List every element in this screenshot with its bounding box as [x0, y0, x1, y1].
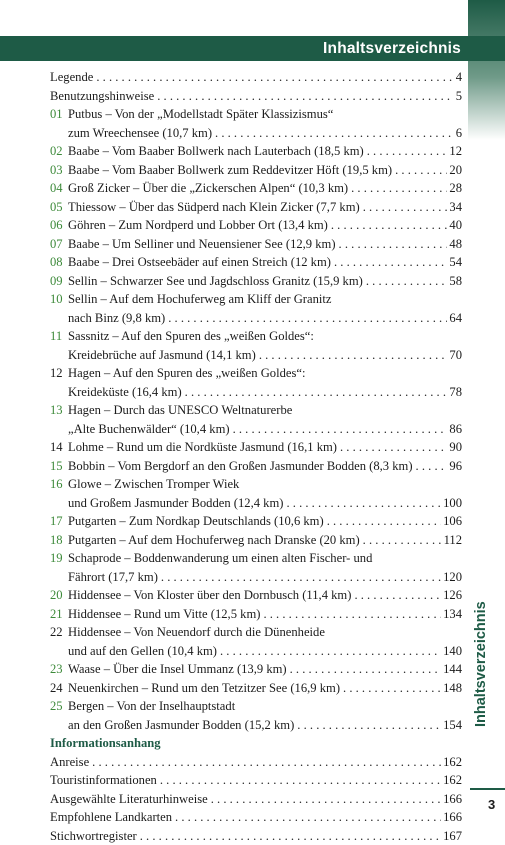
- toc-entry-text[interactable]: [68, 586, 462, 605]
- toc-page-number: 112: [442, 531, 462, 550]
- toc-page-number: 58: [447, 272, 462, 291]
- toc-entry-text[interactable]: [68, 346, 462, 365]
- toc-entry-title: Groß Zicker – Über die „Zickerschen Alpen“ (10,3 km): [68, 179, 351, 198]
- toc-line: [50, 346, 462, 365]
- tour-number: 02: [50, 144, 63, 158]
- toc-entry-text[interactable]: [68, 124, 462, 143]
- tour-number: 15: [50, 458, 63, 473]
- dot-leader: [215, 124, 454, 143]
- toc-entry-text: [68, 327, 462, 346]
- tour-number: 09: [50, 273, 63, 288]
- appendix-line: [50, 827, 462, 845]
- dot-leader: [343, 679, 441, 698]
- toc-page-number: 34: [447, 198, 462, 217]
- appendix-page-number: 166: [441, 808, 462, 827]
- toc-page-number: 100: [441, 494, 462, 513]
- toc-page-number: 120: [441, 568, 462, 587]
- tour-number: 22: [50, 625, 63, 639]
- toc-entry-title: Lohme – Rund um die Nordküste Jasmund (16,1 km): [68, 438, 340, 457]
- toc-entry-text[interactable]: [68, 716, 462, 735]
- side-divider: [470, 788, 505, 790]
- toc-line: [50, 309, 462, 328]
- toc-line: [50, 549, 462, 568]
- toc-line: [50, 531, 462, 550]
- toc-line: [50, 142, 462, 161]
- toc-page-number: 40: [447, 216, 462, 235]
- toc-page-number: 126: [441, 586, 462, 605]
- dot-leader: [185, 383, 448, 402]
- toc-entry-title: Baabe – Um Selliner und Neuensiener See (12,9 km): [68, 235, 339, 254]
- tour-number: 21: [50, 606, 63, 621]
- toc-entry-text[interactable]: [68, 142, 462, 161]
- page-title: Inhaltsverzeichnis: [323, 40, 461, 57]
- toc-line: [50, 87, 462, 106]
- appendix-heading: Informationsanhang: [50, 736, 161, 750]
- toc-page-number: 28: [447, 179, 462, 198]
- dot-leader: [286, 494, 441, 513]
- toc-entry-title: Baabe – Vom Baaber Bollwerk nach Lauterbach (18,5 km): [68, 142, 367, 161]
- dot-leader: [363, 531, 442, 550]
- tour-number: 19: [50, 551, 63, 565]
- toc-page-number: 148: [441, 679, 462, 698]
- dot-leader: [416, 457, 448, 476]
- toc-line: [50, 161, 462, 180]
- toc-entry-text[interactable]: [50, 87, 462, 106]
- tour-number: 24: [50, 680, 63, 695]
- tour-number: 14: [50, 440, 63, 454]
- toc-entry-text: [68, 401, 462, 420]
- toc-entry-text: [68, 623, 462, 642]
- toc-entry-text[interactable]: [68, 531, 462, 550]
- appendix-page-number: 162: [441, 753, 462, 772]
- toc-page-number: 144: [441, 660, 462, 679]
- toc-entry-title: Göhren – Zum Nordperd und Lobber Ort (13,4 km): [68, 216, 331, 235]
- toc-entry-title: und auf den Gellen (10,4 km): [68, 642, 220, 661]
- toc-page-number: 5: [454, 87, 462, 106]
- dot-leader: [340, 438, 447, 457]
- toc-entry-text[interactable]: [68, 272, 462, 291]
- toc-page-number: 154: [441, 716, 462, 735]
- appendix-line: [50, 771, 462, 790]
- toc-line: [50, 494, 462, 513]
- toc-entry-text[interactable]: [68, 642, 462, 661]
- toc-entry-text[interactable]: [68, 512, 462, 531]
- toc-entry-title: Glowe – Zwischen Tromper Wiek: [68, 477, 240, 491]
- toc-entry-text[interactable]: [68, 253, 462, 272]
- dot-leader: [339, 235, 448, 254]
- toc-line: [50, 253, 462, 272]
- toc-line: [50, 679, 462, 698]
- dot-leader: [331, 216, 448, 235]
- tour-number: 20: [50, 588, 63, 602]
- toc-line: [50, 105, 462, 124]
- tour-number: 17: [50, 514, 63, 528]
- toc-entry-title: Fährort (17,7 km): [68, 568, 161, 587]
- toc-line: [50, 475, 462, 494]
- toc-entry-text[interactable]: [68, 679, 462, 698]
- appendix-entry[interactable]: [50, 790, 462, 809]
- tour-number: 18: [50, 532, 63, 547]
- toc-line: [50, 568, 462, 587]
- toc-entry-title: Sellin – Schwarzer See und Jagdschloss Granitz (15,9 km): [68, 272, 366, 291]
- toc-entry-title: Schaprode – Boddenwanderung um einen alten Fischer- und: [68, 551, 373, 565]
- dot-leader: [168, 309, 447, 328]
- toc-page-number: 78: [447, 383, 462, 402]
- toc-entry-title: „Alte Buchenwälder“ (10,4 km): [68, 420, 233, 439]
- appendix-entry-title: Ausgewählte Literaturhinweise: [50, 790, 211, 809]
- toc-line: [50, 642, 462, 661]
- toc-page-number: 48: [447, 235, 462, 254]
- toc-page-number: 4: [454, 68, 462, 87]
- toc-entry-text[interactable]: [68, 179, 462, 198]
- toc-entry-text[interactable]: [68, 420, 462, 439]
- toc-page-number: 90: [447, 438, 462, 457]
- dot-leader: [220, 642, 441, 661]
- toc-line: [50, 623, 462, 642]
- toc-line: [50, 327, 462, 346]
- toc-line: [50, 124, 462, 143]
- dot-leader: [157, 87, 453, 106]
- toc-entry-title: Hagen – Auf den Spuren des „weißen Goldes“:: [68, 366, 306, 380]
- appendix-entry[interactable]: [50, 771, 462, 790]
- toc-entry-title: Waase – Über die Insel Ummanz (13,9 km): [68, 660, 290, 679]
- toc-line: [50, 235, 462, 254]
- toc-entry-title: Hiddensee – Rund um Vitte (12,5 km): [68, 605, 263, 624]
- toc-page-number: 86: [447, 420, 462, 439]
- toc-page-number: 96: [447, 457, 462, 476]
- toc-line: [50, 605, 462, 624]
- toc-entry-title: Putgarten – Auf dem Hochuferweg nach Dranske (20 km): [68, 531, 363, 550]
- toc-line: [50, 272, 462, 291]
- toc-entry-title: an den Großen Jasmunder Bodden (15,2 km): [68, 716, 297, 735]
- appendix-line: [50, 790, 462, 809]
- dot-leader: [327, 512, 441, 531]
- toc-entry-text[interactable]: [68, 605, 462, 624]
- toc-line: [50, 457, 462, 476]
- tour-number: 10: [50, 292, 63, 306]
- dot-leader: [140, 827, 441, 845]
- toc-entry-text[interactable]: [68, 568, 462, 587]
- toc-entry-text: [68, 290, 462, 309]
- tour-number: 03: [50, 162, 63, 177]
- tour-number: 23: [50, 662, 63, 676]
- toc-page-number: 20: [447, 161, 462, 180]
- tour-number: 25: [50, 699, 63, 713]
- toc-line: [50, 364, 462, 383]
- appendix-entry-title: Empfohlene Landkarten: [50, 808, 175, 827]
- page-number: 3: [488, 797, 496, 812]
- toc-entry-title: Neuenkirchen – Rund um den Tetzitzer See (16,9 km): [68, 679, 343, 698]
- toc-page-number: 64: [447, 309, 462, 328]
- toc-entry-text: [68, 105, 462, 124]
- toc-entry-title: Hiddensee – Von Kloster über den Dornbusch (11,4 km): [68, 586, 354, 605]
- toc-line: [50, 290, 462, 309]
- toc-page-number: 140: [441, 642, 462, 661]
- toc-entry-title: Baabe – Vom Baaber Bollwerk zum Reddevitzer Höft (19,5 km): [68, 161, 395, 180]
- toc-entry-text[interactable]: [68, 309, 462, 328]
- dot-leader: [211, 790, 441, 809]
- toc-entry-title: Baabe – Drei Ostseebäder auf einen Streich (12 km): [68, 253, 334, 272]
- toc-entry-title: Kreideküste (16,4 km): [68, 383, 185, 402]
- toc-line: [50, 420, 462, 439]
- appendix-page-number: 162: [441, 771, 462, 790]
- dot-leader: [263, 605, 441, 624]
- toc-entry-text: [68, 697, 462, 716]
- toc-line: [50, 660, 462, 679]
- toc-entry-title: Sellin – Auf dem Hochuferweg am Kliff der Granitz: [68, 292, 332, 306]
- tour-number: 08: [50, 255, 63, 269]
- toc-line: [50, 216, 462, 235]
- toc-entry-text[interactable]: [68, 457, 462, 476]
- toc-line: [50, 198, 462, 217]
- toc-page-number: 12: [447, 142, 462, 161]
- toc-entry-text: [68, 364, 462, 383]
- toc-entry-title: Putbus – Von der „Modellstadt Später Klassizismus“: [68, 107, 334, 121]
- dot-leader: [175, 808, 441, 827]
- dot-leader: [92, 753, 441, 772]
- toc-line: [50, 586, 462, 605]
- toc-entry-text[interactable]: [68, 438, 462, 457]
- table-of-contents: [50, 68, 462, 845]
- toc-line: [50, 383, 462, 402]
- dot-leader: [161, 568, 441, 587]
- dot-leader: [334, 253, 447, 272]
- header-bar: [0, 36, 505, 61]
- toc-entry-title: und Großem Jasmunder Bodden (12,4 km): [68, 494, 286, 513]
- dot-leader: [160, 771, 441, 790]
- toc-entry-text[interactable]: [50, 68, 462, 87]
- toc-line: [50, 68, 462, 87]
- tour-number: 16: [50, 477, 63, 491]
- tour-number: 06: [50, 218, 63, 232]
- toc-entry-text: [68, 475, 462, 494]
- toc-line: [50, 179, 462, 198]
- toc-entry-title: Bergen – Von der Inselhauptstadt: [68, 699, 236, 713]
- toc-line: [50, 697, 462, 716]
- toc-entry-text[interactable]: [68, 216, 462, 235]
- toc-entry-text[interactable]: [68, 198, 462, 217]
- toc-page-number: 134: [441, 605, 462, 624]
- toc-page-number: 54: [447, 253, 462, 272]
- toc-entry-title: Hiddensee – Von Neuendorf durch die Dünenheide: [68, 625, 325, 639]
- appendix-entry[interactable]: [50, 753, 462, 772]
- dot-leader: [351, 179, 447, 198]
- dot-leader: [96, 68, 453, 87]
- toc-entry-title: nach Binz (9,8 km): [68, 309, 168, 328]
- appendix-page-number: 167: [441, 827, 462, 845]
- toc-entry-title: Putgarten – Zum Nordkap Deutschlands (10,6 km): [68, 512, 327, 531]
- toc-entry-title: Benutzungshinweise: [50, 87, 157, 106]
- toc-entry-title: Kreidebrüche auf Jasmund (14,1 km): [68, 346, 259, 365]
- dot-leader: [297, 716, 441, 735]
- appendix-entry-title: Anreise: [50, 753, 92, 772]
- toc-page-number: 6: [454, 124, 462, 143]
- dot-leader: [290, 660, 442, 679]
- appendix-line: [50, 753, 462, 772]
- tour-number: 13: [50, 403, 63, 417]
- toc-entry-title: Hagen – Durch das UNESCO Weltnaturerbe: [68, 403, 293, 417]
- toc-line: [50, 401, 462, 420]
- toc-entry-text: [68, 549, 462, 568]
- tour-number: 04: [50, 181, 63, 195]
- toc-entry-text[interactable]: [68, 660, 462, 679]
- appendix-entry[interactable]: [50, 808, 462, 827]
- appendix-entry-title: Touristinformationen: [50, 771, 160, 790]
- tour-number: 05: [50, 199, 63, 214]
- appendix-line: [50, 808, 462, 827]
- toc-entry-title: Sassnitz – Auf den Spuren des „weißen Goldes“:: [68, 329, 314, 343]
- appendix-entry[interactable]: [50, 827, 462, 845]
- dot-leader: [363, 198, 448, 217]
- toc-line: [50, 512, 462, 531]
- side-gradient-tab: [468, 0, 505, 140]
- toc-entry-title: zum Wreechensee (10,7 km): [68, 124, 215, 143]
- toc-entry-title: Legende: [50, 68, 96, 87]
- toc-entry-title: Thiessow – Über das Südperd nach Klein Zicker (7,7 km): [68, 198, 363, 217]
- appendix-page-number: 166: [441, 790, 462, 809]
- tour-number: 01: [50, 107, 63, 121]
- tour-number: 12: [50, 366, 63, 380]
- toc-page-number: 70: [447, 346, 462, 365]
- dot-leader: [366, 272, 448, 291]
- appendix-entry-title: Stichwortregister: [50, 827, 140, 845]
- toc-entry-text[interactable]: [68, 494, 462, 513]
- toc-entry-text[interactable]: [68, 235, 462, 254]
- tour-number: 07: [50, 236, 63, 251]
- dot-leader: [259, 346, 448, 365]
- dot-leader: [233, 420, 448, 439]
- toc-entry-text[interactable]: [68, 383, 462, 402]
- toc-line: [50, 716, 462, 735]
- dot-leader: [395, 161, 447, 180]
- toc-entry-title: Bobbin – Vom Bergdorf an den Großen Jasmunder Bodden (8,3 km): [68, 457, 416, 476]
- dot-leader: [367, 142, 448, 161]
- toc-entry-text[interactable]: [68, 161, 462, 180]
- toc-line: [50, 438, 462, 457]
- dot-leader: [354, 586, 441, 605]
- toc-page-number: 106: [441, 512, 462, 531]
- tour-number: 11: [50, 329, 63, 343]
